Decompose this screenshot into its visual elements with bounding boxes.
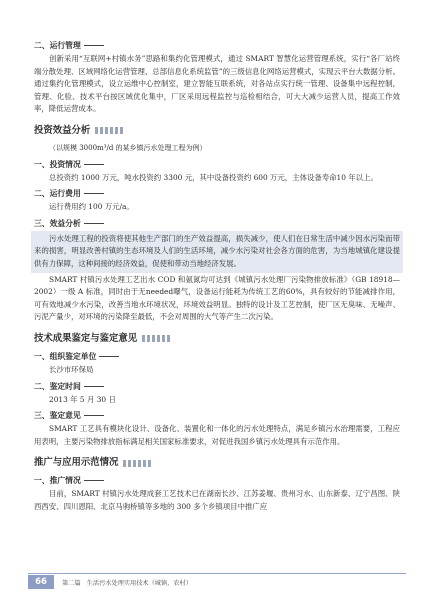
rule: [84, 480, 104, 481]
subheading-date: 二、鉴定时间: [34, 380, 400, 393]
paragraph-cost: 运行费用约 100 万元/a。: [49, 202, 134, 212]
rule: [99, 356, 119, 357]
footer-text: 第二篇 生活污水处理实用技术（城镇、农村）: [62, 579, 192, 587]
rule: [84, 193, 104, 194]
subheading-org: 一、组织鉴定单位: [34, 350, 400, 363]
subheading-operation: 二、运行管理: [34, 39, 400, 52]
paragraph-date: 2013 年 5 月 30 日: [49, 394, 116, 404]
paragraph-operation: 创新采用“互联网+村镇水务”思路和集约化管理模式，通过 SMART 智慧化运营管理系统，实行“各厂站终端分散处理、区域网络化运营管理、总部信息化系统监管”的三级信息化网络运营模式，实现云平台大数据分析。通过集约化管理模式，设立运维中心控制室，建立智能互联系统，对各站点实行统一管理、设备集中远程控制，管理、化验、技术平台按区域优化集中，厂区采用远程监控与巡检相结合，可大大减少运营人员，提高工作效率，降低运营成本。: [34, 54, 400, 114]
rule: [84, 223, 104, 224]
page-number: 66: [28, 575, 54, 589]
title-ornament: [123, 460, 153, 467]
paragraph-org: 长沙市环保局: [49, 364, 94, 374]
subheading-promotion: 一、推广情况: [34, 474, 400, 487]
section-appraisal: 技术成果鉴定与鉴定意见: [34, 332, 400, 346]
title-ornament: [142, 335, 172, 342]
rule: [84, 415, 104, 416]
benefit-box: [31, 231, 403, 273]
subheading-cost: 二、运行费用: [34, 187, 400, 200]
subheading-benefit: 三、效益分析: [34, 217, 400, 230]
paragraph-invest: 总投资约 1000 万元，吨水投资约 3300 元，其中设备投资约 600 万元，主体设备寿命10 年以上。: [49, 172, 378, 182]
investment-note: （以规模 3000m³/d 的某乡镇污水处理工程为例）: [49, 143, 207, 152]
paragraph-benefit-1: 污水处理工程的投资将使其他生产部门的生产效益提高，损失减少，使人们在日常生活中减少因水污染而带来的损害，明显改善村镇的生态环境及人们的生活环境，减少水污染对社会各方面的危害，为当地城镇化建设提供有力保障，这种间接的经济效益，促使和带动当地经济发展。: [34, 233, 400, 268]
paragraph-promotion: 目前，SMART 村镇污水处理成套工艺技术已在湖南长沙、江苏姜堰、贵州习水、山东新泰、辽宁昌图、陕西西安、四川恩阳、北京马驹桥镇等多地的 300 多个乡镇项目中推广应: [34, 489, 400, 511]
rule: [84, 386, 104, 387]
subheading-invest: 一、投资情况: [34, 158, 400, 171]
rule: [84, 164, 104, 165]
rule: [84, 45, 104, 46]
section-promotion: 推广与应用示范情况: [34, 456, 400, 470]
title-ornament: [95, 127, 125, 134]
page-footer: [28, 573, 406, 590]
paragraph-benefit-2: SMART 村镇污水处理工艺出水 COD 和氨氮均可达到《城镇污水处理厂污染物排放标准》（GB 18918—2002）一级 A 标准，同时由于无needed曝气，设备运行能耗为传统工艺的60%，具有较好的节能减排作用，可有效地减少水污染，改善当地水环境状况，环境效益明显。独特的设计及工艺控制，使厂区无臭味、无噪声、污泥产量少，对环境的污染降至最低，不会对周围的大气等产生二次污染。: [34, 274, 400, 322]
content: [34, 36, 400, 513]
section-investment: 投资效益分析: [34, 124, 400, 138]
paragraph-opinion: SMART 工艺具有模块化设计、设备化、装置化和一体化的污水处理特点，满足乡镇污水治理需要，工程应用表明，主要污染物排放指标满足相关国家标准要求，对促进我国乡镇污水处理具有示范作用。: [34, 424, 400, 446]
subheading-opinion: 三、鉴定意见: [34, 409, 400, 422]
